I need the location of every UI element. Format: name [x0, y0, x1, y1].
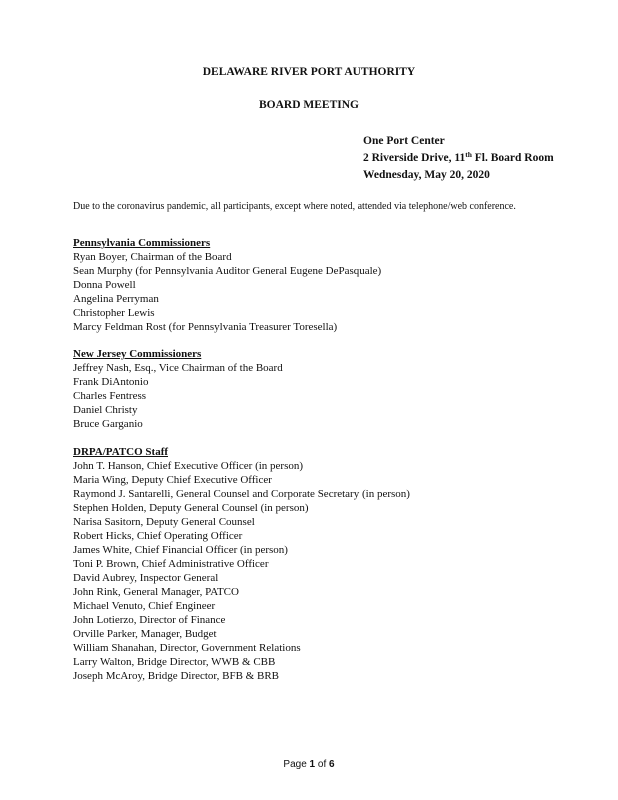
attendee-row: Bruce Garganio [73, 418, 143, 430]
of-label: of [317, 759, 327, 770]
attendee-row: Orville Parker, Manager, Budget [73, 628, 217, 640]
attendee-row: Michael Venuto, Chief Engineer [73, 600, 216, 612]
location-building: One Port Center [363, 135, 445, 147]
attendee-row: Robert Hicks, Chief Operating Officer [73, 530, 243, 542]
attendee-row: Frank DiAntonio [73, 376, 149, 388]
attendee-row: Sean Murphy (for Pennsylvania Auditor General Eugene DePasquale) [73, 265, 382, 277]
pennsylvania-commissioners-section [73, 236, 381, 334]
location-date: Wednesday, May 20, 2020 [363, 169, 490, 181]
page-footer [0, 759, 618, 770]
attendee-row: Daniel Christy [73, 404, 138, 416]
organization-title: DELAWARE RIVER PORT AUTHORITY [202, 66, 416, 78]
meeting-location [363, 133, 554, 184]
page-label: Page [283, 759, 307, 770]
attendee-row: Donna Powell [73, 279, 136, 291]
attendee-row: Stephen Holden, Deputy General Counsel (in person) [73, 502, 309, 514]
attendee-row: Christopher Lewis [73, 307, 155, 319]
attendee-row: William Shanahan, Director, Government Relations [73, 642, 301, 654]
address-superscript: th [465, 150, 472, 159]
attendee-row: Raymond J. Santarelli, General Counsel and Corporate Secretary (in person) [73, 488, 410, 500]
attendee-row: Marcy Feldman Rost (for Pennsylvania Treasurer Toresella) [73, 321, 338, 333]
attendee-row: Maria Wing, Deputy Chief Executive Officer [73, 474, 272, 486]
address-suffix: Fl. Board Room [471, 152, 554, 164]
attendee-row: Angelina Perryman [73, 293, 159, 305]
page-current: 1 [309, 759, 316, 770]
attendee-row: John T. Hanson, Chief Executive Officer (in person) [73, 460, 304, 472]
attendee-row: Narisa Sasitorn, Deputy General Counsel [73, 516, 255, 528]
meeting-title: BOARD MEETING [259, 99, 359, 111]
location-address [363, 150, 554, 167]
address-prefix: 2 Riverside Drive, 11 [363, 152, 466, 164]
attendee-row: Jeffrey Nash, Esq., Vice Chairman of the Board [73, 362, 283, 374]
staff-section [73, 445, 410, 683]
attendee-row: Joseph McAroy, Bridge Director, BFB & BRB [73, 670, 280, 682]
attendee-row: Ryan Boyer, Chairman of the Board [73, 251, 232, 263]
attendee-row: James White, Chief Financial Officer (in person) [73, 544, 288, 556]
attendee-row: Toni P. Brown, Chief Administrative Officer [73, 558, 269, 570]
page-total: 6 [329, 759, 335, 770]
section-heading: Pennsylvania Commissioners [73, 237, 211, 249]
attendee-row: David Aubrey, Inspector General [73, 572, 219, 584]
attendee-row: John Lotierzo, Director of Finance [73, 614, 226, 626]
attendee-row: John Rink, General Manager, PATCO [73, 586, 239, 598]
attendance-note: Due to the coronavirus pandemic, all participants, except where noted, attended via telephone/web conference. [73, 201, 516, 212]
section-heading: New Jersey Commissioners [73, 348, 202, 360]
attendee-row: Larry Walton, Bridge Director, WWB & CBB [73, 656, 276, 668]
attendee-row: Charles Fentress [73, 390, 147, 402]
new-jersey-commissioners-section [73, 347, 283, 431]
section-heading: DRPA/PATCO Staff [73, 446, 169, 458]
